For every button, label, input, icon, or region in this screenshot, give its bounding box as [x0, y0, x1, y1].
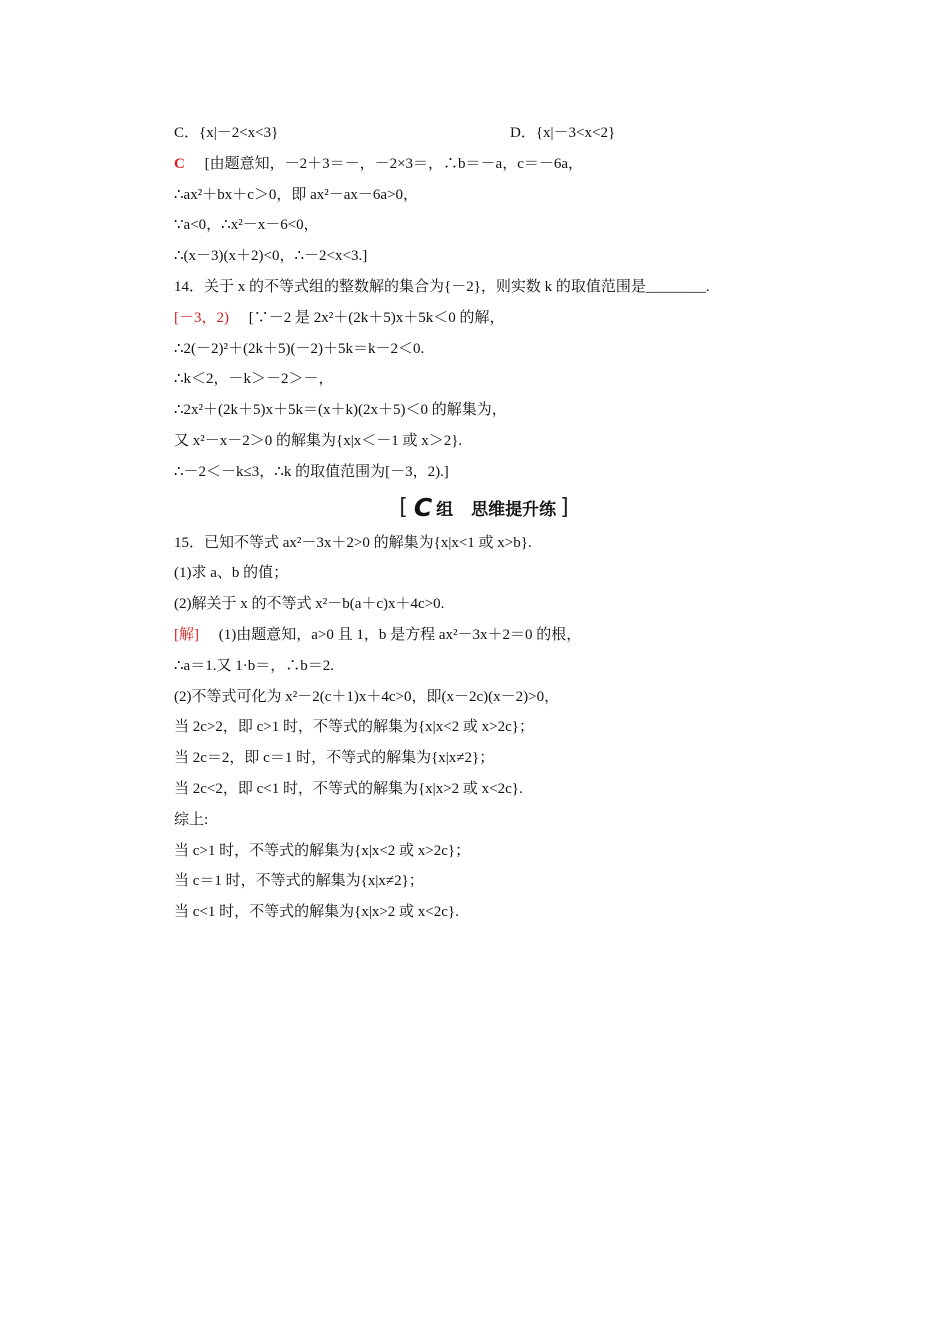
solution-14-line-3: ∴k＜2，－k＞－2＞－，: [174, 371, 334, 388]
solution-13-line-4: ∴(x－3)(x＋2)<0，∴－2<x<3.]: [174, 248, 368, 265]
section-header-group-c: [174, 488, 794, 528]
solution-15-line-5: 当 2c＝2，即 c＝1 时，不等式的解集为{x|x≠2}；: [174, 750, 495, 767]
document-page: [174, 118, 794, 928]
question-14: 14．关于 x 的不等式组的整数解的集合为{－2}，则实数 k 的取值范围是________.: [174, 278, 710, 295]
solution-15-line-1: [174, 620, 794, 651]
section-group: 组: [436, 500, 454, 521]
solution-15-line-9: 当 c＝1 时，不等式的解集为{x|x≠2}；: [174, 873, 424, 890]
solution-15-text-1: (1)由题意知，a>0 且 1，b 是方程 ax²－3x＋2＝0 的根，: [218, 626, 582, 643]
solution-14-line-4: ∴2x²＋(2k＋5)x＋5k＝(x＋k)(2x＋5)＜0 的解集为，: [174, 402, 507, 419]
solution-15-line-10: 当 c<1 时，不等式的解集为{x|x>2 或 x<2c}.: [174, 904, 459, 921]
solution-15-line-8: 当 c>1 时，不等式的解集为{x|x<2 或 x>2c}；: [174, 842, 471, 859]
solution-14-line-5: 又 x²－x－2＞0 的解集为{x|x＜－1 或 x＞2}.: [174, 432, 463, 449]
question-15-part-1: (1)求 a、b 的值；: [174, 565, 289, 582]
section-title: 思维提升练: [471, 500, 557, 521]
solution-13-line-2: ∴ax²＋bx＋c＞0，即 ax²－ax－6a>0，: [174, 186, 419, 203]
section-bracket-right: ]: [560, 495, 569, 521]
option-d: D．{x|－3<x<2}: [510, 125, 616, 141]
section-letter: C: [413, 493, 433, 523]
option-c: C．{x|－2<x<3}: [174, 125, 279, 141]
solution-label: [解]: [174, 626, 199, 643]
answer-14-line: [174, 303, 794, 334]
solution-14-line-1: [∵－2 是 2x²＋(2k＋5)x＋5k＜0 的解，: [248, 309, 505, 326]
question-15: 15．已知不等式 ax²－3x＋2>0 的解集为{x|x<1 或 x>b}.: [174, 534, 532, 551]
solution-15-line-4: 当 2c>2，即 c>1 时，不等式的解集为{x|x<2 或 x>2c}；: [174, 719, 534, 736]
solution-15-line-6: 当 2c<2，即 c<1 时，不等式的解集为{x|x>2 或 x<2c}.: [174, 780, 523, 797]
solution-15-summary-label: 综上:: [174, 811, 209, 828]
answer-13-line: [174, 149, 794, 180]
solution-14-line-6: ∴－2＜－k≤3，∴k 的取值范围为[－3，2).]: [174, 463, 449, 480]
solution-13-line-3: ∵a<0，∴x²－x－6<0，: [174, 217, 319, 234]
solution-15-line-2: ∴a＝1.又 1·b＝，∴b＝2.: [174, 657, 334, 674]
solution-13-line-1: [由题意知，－2＋3＝－，－2×3＝，∴b＝－a，c＝－6a，: [204, 155, 584, 172]
options-row-cd: [174, 118, 794, 149]
section-bracket-left: [: [399, 495, 408, 521]
question-15-part-2: (2)解关于 x 的不等式 x²－b(a＋c)x＋4c>0.: [174, 596, 445, 613]
solution-14-line-2: ∴2(－2)²＋(2k＋5)(－2)＋5k＝k－2＜0.: [174, 340, 425, 357]
answer-13-label: C: [174, 155, 185, 172]
answer-14-label: [－3，2): [174, 309, 229, 326]
solution-15-line-3: (2)不等式可化为 x²－2(c＋1)x＋4c>0，即(x－2c)(x－2)>0，: [174, 688, 560, 705]
